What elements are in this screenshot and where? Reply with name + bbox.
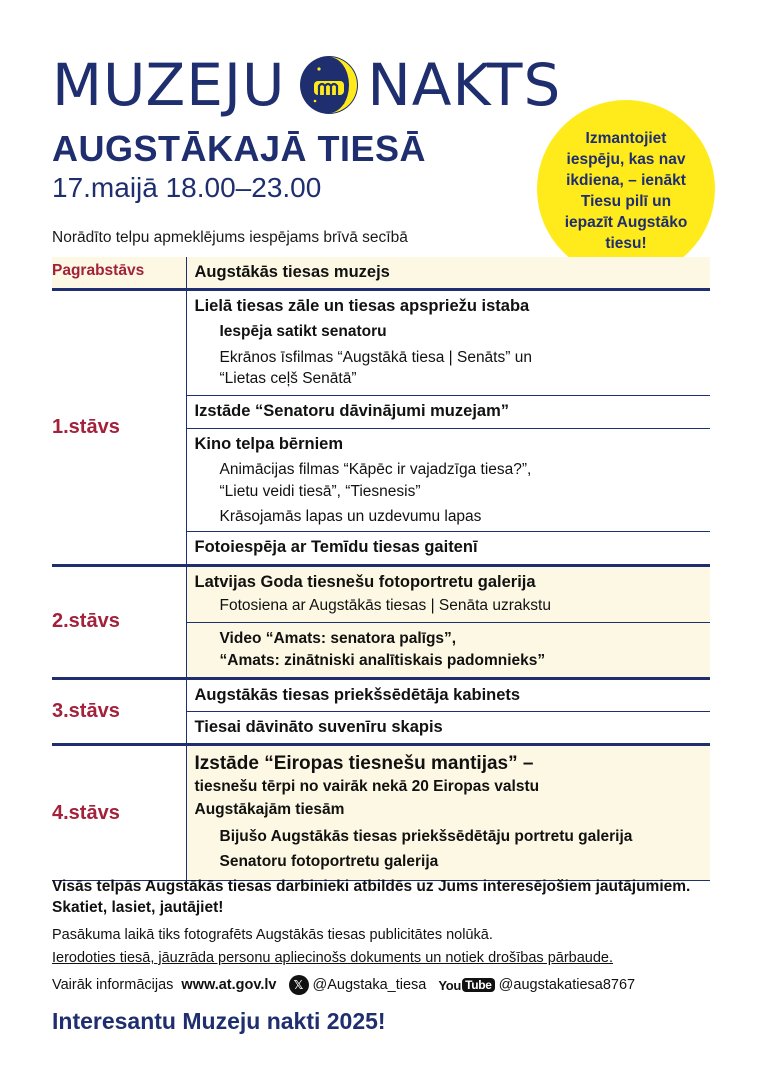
floor-schedule-table [52,257,710,881]
x-handle-link[interactable]: @Augstaka_tiesa [312,977,427,993]
former-chiefs-gallery: Bijušo Augstākās tiesas priekšsēdētāju portretu galerija [219,828,633,846]
senators-gifts-exhibit: Izstāde “Senatoru dāvinājumi muzejam” [194,402,509,421]
title-nakts: NAKTS [367,51,562,119]
senators-portrait-gallery: Senatoru fotoportretu galerija [219,852,439,870]
event-title [52,50,561,120]
id-security-notice: Ierodoties tiesā, jāuzrāda personu apliecinošs dokuments un notiek drošības pārbaude. [52,950,614,966]
contact-row [52,975,635,995]
youtube-handle-link[interactable]: @augstakatiesa8767 [498,977,636,993]
themis-photo-spot: Fotoiespēja ar Temīdu tiesas gaitenī [194,538,478,557]
souvenir-cabinet: Tiesai dāvināto suvenīru skapis [194,718,443,737]
video-positions: Video “Amats: senatora palīgs”, “Amats: zinātniski analītiskais padomnieks” [219,629,546,670]
photo-wall-note: Fotosiena ar Augstākās tiesas | Senāta uzrakstu [219,596,551,614]
youtube-logo-you: You [438,977,462,993]
website-link[interactable]: www.at.gov.lv [181,977,277,993]
great-hall: Lielā tiesas zāle un tiesas apspriežu istaba [194,297,530,316]
short-films-note: Ekrānos īsfilmas “Augstākā tiesa | Senāts” un “Lietas ceļš Senātā” [219,348,532,388]
museum-night-logo-icon [299,55,359,115]
staff-answers-note: Visās telpās Augstākās tiesas darbinieki atbildēs uz Jums interesējošiem jautājumiem. Skatiet, lasiet, jautājiet! [52,878,691,916]
basement-museum: Augstākās tiesas muzejs [194,263,390,281]
floor-label-1: 1.stāvs [52,290,186,565]
table-cell [186,257,710,290]
honorary-judges-gallery: Latvijas Goda tiesnešu fotoportretu galerija [194,572,536,591]
table-cell [186,745,710,880]
table-cell [186,532,710,565]
youtube-logo-icon [438,978,494,993]
title-muzeju: MUZEJU [52,51,286,119]
table-cell [186,428,710,532]
animated-films-note: Animācijas filmas “Kāpēc ir vajadzīga tiesa?”, “Lietu veidi tiesā”, “Tiesnesis” [219,461,532,500]
coloring-pages-note: Krāsojamās lapas un uzdevumu lapas [219,508,482,526]
table-cell [186,678,710,711]
meet-senator: Iespēja satikt senatoru [219,322,387,340]
chief-justice-office: Augstākās tiesas priekšsēdētāja kabinets [194,685,521,704]
table-cell [186,712,710,745]
table-row [52,565,710,622]
photography-notice: Pasākuma laikā tiks fotografēts Augstākās tiesas publicitātes nolūkā. [52,927,493,943]
invitation-text: Izmantojiet iespēju, kas nav ikdiena, – ienākt Tiesu pilī un iepazīt Augstāko tiesu! [564,130,688,252]
table-cell [186,622,710,678]
robes-exhibit-title: Izstāde “Eiropas tiesnešu mantijas” – [194,753,534,775]
floor-label-4: 4.stāvs [52,745,186,880]
closing-greeting: Interesantu Muzeju nakti 2025! [52,1008,386,1034]
table-cell [186,396,710,428]
table-row [52,290,710,396]
more-info-label: Vairāk informācijas [52,977,174,993]
event-datetime: 17.maijā 18.00–23.00 [52,172,322,203]
table-cell [186,290,710,396]
table-row [52,678,710,711]
floor-label-3: 3.stāvs [52,678,186,745]
floor-label-basement: Pagrabstāvs [52,257,186,290]
table-cell [186,565,710,622]
robes-exhibit-subtitle: tiesnešu tērpi no vairāk nekā 20 Eiropas valstu Augstākajām tiesām [194,778,540,818]
invitation-bubble [537,100,715,278]
youtube-logo-tube: Tube [462,978,495,992]
floor-label-2: 2.stāvs [52,565,186,678]
visit-order-note: Norādīto telpu apmeklējums iespējams brīvā secībā [52,229,408,246]
venue-subtitle: AUGSTĀKAJĀ TIESĀ [52,128,427,169]
x-logo-icon: 𝕏 [289,975,309,995]
kids-cinema-room: Kino telpa bērniem [194,434,344,453]
table-row [52,257,710,290]
table-row [52,745,710,880]
